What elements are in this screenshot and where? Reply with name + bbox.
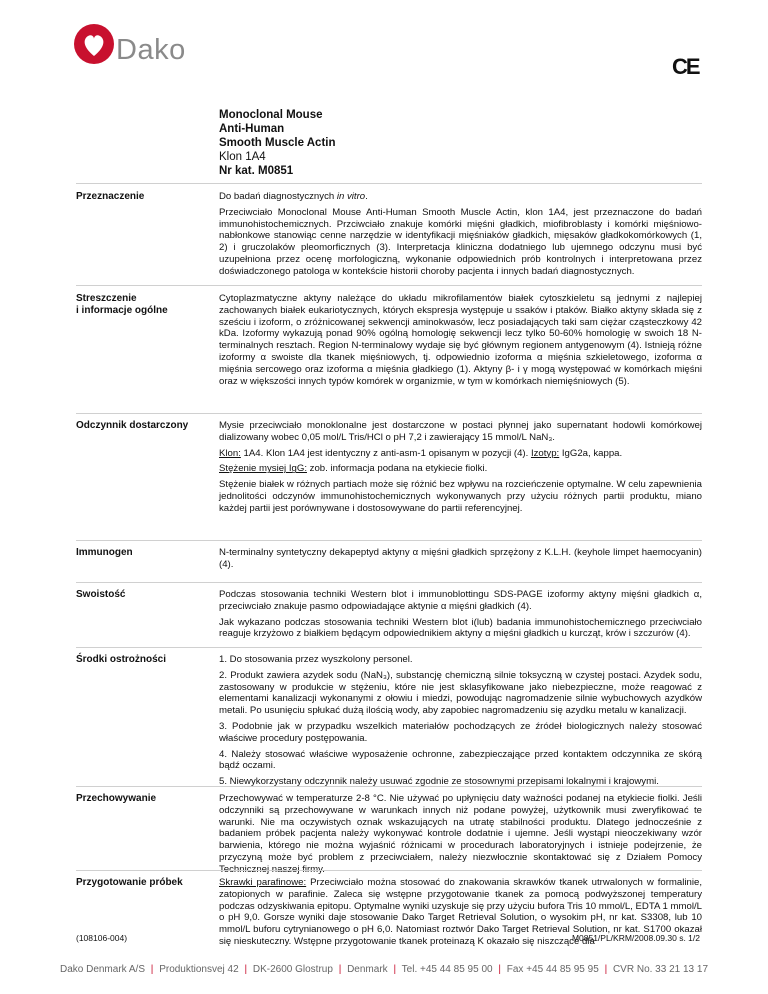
paragraph bbox=[219, 463, 702, 475]
title-line-1: Monoclonal Mouse bbox=[219, 109, 323, 121]
separator: | bbox=[150, 964, 154, 975]
list-item: 1. Do stosowania przez wyszkolony personel. bbox=[219, 654, 413, 665]
text: IgG2a, kappa. bbox=[559, 447, 623, 459]
brand-name: Dako bbox=[116, 34, 186, 66]
divider bbox=[76, 413, 702, 414]
section-label: Przygotowanie próbek bbox=[76, 877, 183, 888]
catalog-number: Nr kat. M0851 bbox=[219, 165, 294, 177]
paragraph: Jak wykazano podczas stosowania techniki Western blot i(lub) badania immunohistochemicznego przeciwciało reaguje krzyżowo z białkiem będącym odpowiednikiem aktyny α mięśni gładkich u kurcząt, krów i szczurów (4). bbox=[219, 616, 702, 640]
section-body bbox=[219, 654, 702, 792]
section-body bbox=[219, 547, 702, 575]
section-body bbox=[219, 589, 702, 644]
text-italic: in vitro bbox=[336, 191, 366, 202]
separator: | bbox=[498, 964, 501, 975]
paragraph: N-terminalny syntetyczny dekapeptyd aktyny α mięśni gładkich sprzężony z K.L.H. (keyhole limpet haemocyanin) (4). bbox=[219, 547, 702, 570]
clone-line: Klon 1A4 bbox=[219, 151, 266, 163]
address-city: DK-2600 Glostrup bbox=[252, 964, 333, 975]
document-code: (108106-004) bbox=[76, 933, 128, 943]
text: 1A4. Klon 1A4 jest identyczny z anti-asm-1 opisanym w pozycji (4). bbox=[240, 447, 531, 459]
isotype-label: Izotyp: bbox=[530, 447, 560, 459]
paragraph: Przeciwciało Monoclonal Mouse Anti-Human Smooth Muscle Actin, klon 1A4, jest przeznaczone do badań immunohistochemicznych. Przciwciało znakuje komórki mięśni gładkich, miofibroblasty i komórki mięśniowo-nabłonkowe stanowiąc cenne narzędzie w identyfikacji mięśniaków gładkich, mięsaków gładkokomórkowych (1, 2) i gruczolaków pleomorficznych (3). Interpretacja kliniczna dodatniego lub ujemnego odczynu musi być uzupełniona przez ocenę morfologiczną, wykonanie odpowiednich prób kontrolnych i interpretowana przez doświadczonego patologa w kontekście historii choroby pacjenta i innych badań diagnostycznych. bbox=[219, 206, 702, 277]
section-label: Odczynnik dostarczony bbox=[76, 420, 189, 431]
paragraph: Stężenie białek w różnych partiach może się różnić bez wpływu na rozcieńczenie optymalne. W celu zapewnienia jednolitości odczynów immunohistochemicznych wykonywanych przy użyciu różnych partii produktu, miano każdej partii jest porównywane i dostosowywane do partii referencyjnej. bbox=[219, 479, 702, 514]
paragraph bbox=[219, 191, 702, 203]
section-label: Przechowywanie bbox=[76, 793, 157, 804]
address-country: Denmark bbox=[347, 964, 388, 975]
section-label bbox=[76, 293, 216, 317]
section-label: Immunogen bbox=[76, 547, 133, 558]
divider bbox=[76, 540, 702, 541]
paraffin-sections-label: Skrawki parafinowe: bbox=[219, 877, 307, 888]
paragraph bbox=[219, 448, 702, 460]
paragraph: Mysie przeciwciało monoklonalne jest dostarczone w postaci płynnej jako supernatant hodowli komórkowej dializowany wobec 0,05 mol/L Tris/HCl o pH 7,2 i zawierający 15 mmol/L NaN₃. bbox=[219, 420, 702, 443]
divider bbox=[76, 183, 702, 184]
product-title-block bbox=[219, 108, 336, 178]
separator: | bbox=[604, 964, 608, 975]
section-body bbox=[219, 293, 702, 391]
fax: Fax +45 44 85 95 95 bbox=[506, 964, 599, 975]
section-body bbox=[219, 793, 702, 880]
title-line-2: Anti-Human bbox=[219, 123, 285, 135]
divider bbox=[76, 582, 702, 583]
cvr-number: CVR No. 33 21 13 17 bbox=[612, 964, 709, 975]
section-label: Środki ostrożności bbox=[76, 654, 167, 665]
text: . bbox=[365, 191, 368, 202]
paragraph: Cytoplazmatyczne aktyny należące do układu mikrofilamentów białek cytoszkieletu są jednymi z najlepiej zachowanych białek eukariotycznych, których ekspresja występuje u ssaków i ptaków. Białko aktyny składa się z sześciu i izoform, o zróżnicowanej sekwencji aminokwasów, lecz posiadających taki sam ciężar cząsteczkowy 42 kDa. Izoformy wykazują ponad 90% ogólną homologię sekwencji lecz tylko 50-60% homologię w swoich 18 N-terminalnych resztach. Region N-terminalowy wydaje się być głównym regionem antygenowym (4). Istnieją różne izoformy α swoiste dla tkanek mięśniowych, tj. odpowiednio izoforma α mięśnia szkieletowego, izoforma α mięśnia sercowego oraz izoforma α mięśnia gładkiego (1). Aktyny β- i γ mogą występować w komórkach mięśni oraz w większości innych typów komórek w organizmie, w tym w komórkach niemięśniowych (5). bbox=[219, 293, 702, 387]
section-body bbox=[219, 191, 702, 282]
paragraph: Przechowywać w temperaturze 2-8 °C. Nie używać po upłynięciu daty ważności podanej na etykiecie fiolki. Jeśli odczynniki są przechowywane w warunkach innych niż podane powyżej, użytkownik musi zweryfikować te warunki. Nie ma oczywistych oznak wskazujących na utratę stabilności produktu. Dlatego jednocześnie z badaniem próbek pacjenta należy wykonywać kontrole dodatnie i ujemne. Jeśli wystąpi nieoczekiwany wzór barwienia, którego nie można wyjaśnić różnicami w procedurach laboratoryjnych i istnieje podejrzenie, że przyczyną może być problem z przeciwciałem, należy niezwłocznie skontaktować się z Działem Pomocy Technicznej naszej firmy. bbox=[219, 793, 702, 875]
divider bbox=[76, 647, 702, 648]
list-item: 5. Niewykorzystany odczynnik należy usuwać zgodnie ze stosownymi przepisami lokalnymi i krajowymi. bbox=[219, 776, 659, 788]
company-footer bbox=[0, 964, 768, 975]
divider bbox=[76, 285, 702, 286]
section-label: Przeznaczenie bbox=[76, 191, 145, 202]
label-line-1: Streszczenie bbox=[76, 293, 137, 304]
list-item: 3. Podobnie jak w przypadku wszelkich materiałów pochodzących ze źródeł biologicznych należy stosować właściwe procedury postępowania. bbox=[219, 720, 702, 744]
title-line-3: Smooth Muscle Actin bbox=[219, 137, 336, 149]
separator: | bbox=[244, 964, 248, 975]
company-name: Dako Denmark A/S bbox=[59, 964, 146, 975]
list-item: 2. Produkt zawiera azydek sodu (NaN₃), substancję chemiczną silnie toksyczną w czystej postaci. Azydek sodu, zastosowany w produkcie w stężeniu, które nie jest sklasyfikowane jako niebezpieczne, może reagować z elementami kanalizacji wykonanymi z ołowiu i miedzi, powodując nagromadzenie silnie wybuchowych azydków metali. Po usunięciu spłukać dużą ilością wody, aby zapobiec nagromadzeniu się azydku metalu w kanalizacji. bbox=[219, 669, 702, 717]
telephone: Tel. +45 44 85 95 00 bbox=[401, 964, 493, 975]
section-body bbox=[219, 420, 702, 519]
text: Przeciwciało można stosować do znakowania skrawków tkanek utrwalonych w formalinie, zatopionych w parafinie. Zaleca się wstępne przygotowanie tkanek za pomocą podwyższonej temperatury podczas odzyskiwania epitopu. Optymalne wyniki uzyskuje się przy użyciu bufora Tris 10 mmol/L, EDTA 1 mmol/L o pH 9,0. Gorsze wyniki daje stosowanie Dako Target Retrieval Solution, o wysokim pH, nr kat. S3308, lub 10 mmol/L buforu cytrynianowego o pH 6,0. Natomiast roztwór Dako Target Retrieval Solution, nr kat. S1700 okazał się nieskuteczny. Wstępne przygotowanie tkanek proteinazą K okazało się niszczące dla bbox=[219, 877, 702, 947]
divider bbox=[76, 786, 702, 787]
ce-mark: CE bbox=[672, 54, 699, 79]
list-item: 4. Należy stosować właściwe wyposażenie ochronne, zabezpieczające przed kontaktem odczynnika ze skórą bądź oczami. bbox=[219, 748, 702, 772]
separator: | bbox=[338, 964, 342, 975]
label-line-2: i informacje ogólne bbox=[76, 305, 168, 316]
paragraph: Podczas stosowania techniki Western blot i immunoblottingu SDS-PAGE izoformy aktyny mięśni gładkich α, przeciwciało znakuje pasmo odpowiadające aktynie α mięśni gładkich (4). bbox=[219, 589, 702, 612]
text: zob. informacja podana na etykiecie fiolki. bbox=[306, 463, 488, 475]
clone-label: Klon: bbox=[219, 447, 241, 459]
page-reference: M0851/PL/KRM/2008.09.30 s. 1/2 bbox=[571, 933, 700, 943]
text: Do badań diagnostycznych bbox=[219, 191, 337, 202]
concentration-label: Stężenie mysiej IgG: bbox=[219, 463, 307, 475]
divider bbox=[76, 870, 702, 871]
section-label: Swoistość bbox=[76, 589, 126, 600]
separator: | bbox=[393, 964, 397, 975]
address-street: Produktionsvej 42 bbox=[159, 964, 239, 975]
